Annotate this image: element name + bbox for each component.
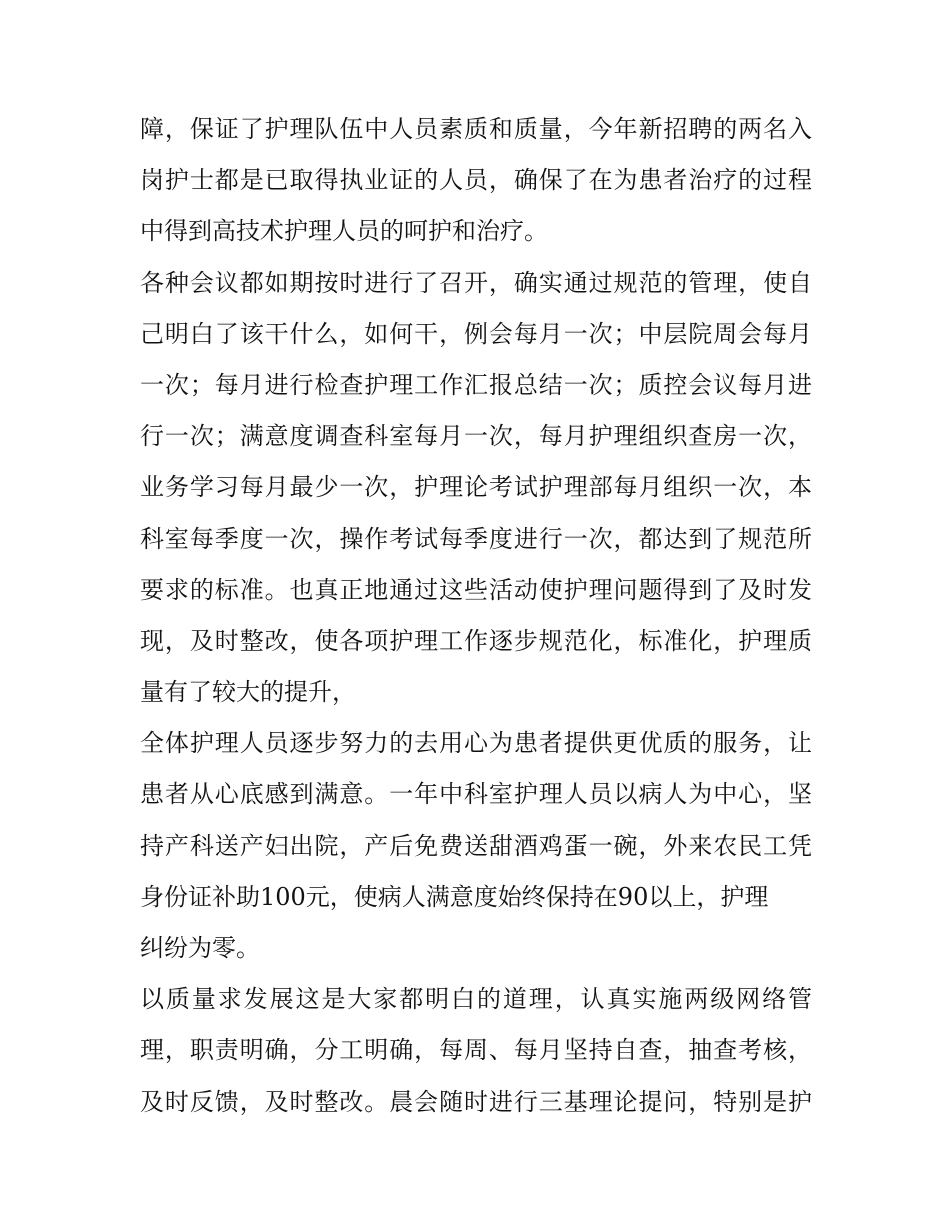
text-line: 一次；每月进行检查护理工作汇报总结一次；质控会议每月进 bbox=[140, 370, 812, 399]
document-body bbox=[140, 104, 812, 1128]
text-line: 各种会议都如期按时进行了召开，确实通过规范的管理，使自 bbox=[140, 268, 812, 297]
paragraph-1 bbox=[140, 104, 812, 258]
text-line: 科室每季度一次，操作考试每季度进行一次，都达到了规范所 bbox=[140, 524, 812, 553]
text-line: 业务学习每月最少一次，护理论考试护理部每月组织一次，本 bbox=[140, 473, 812, 502]
text-line: 理，职责明确，分工明确，每周、每月坚持自查，抽查考核， bbox=[140, 1036, 812, 1065]
text-line: 患者从心底感到满意。一年中科室护理人员以病人为中心，坚 bbox=[140, 780, 812, 809]
text-line: 全体护理人员逐步努力的去用心为患者提供更优质的服务，让 bbox=[140, 729, 812, 758]
text-line: 纠纷为零。 bbox=[140, 934, 260, 962]
text-line: 己明白了该干什么，如何干，例会每月一次；中层院周会每月 bbox=[140, 319, 812, 348]
text-line: 持产科送产妇出院，产后免费送甜酒鸡蛋一碗，外来农民工凭 bbox=[140, 831, 812, 860]
paragraph-2 bbox=[140, 258, 812, 719]
text-line: 身份证补助100元，使病人满意度始终保持在90以上，护理 bbox=[140, 882, 769, 911]
text-line: 以质量求发展这是大家都明白的道理，认真实施两级网络管 bbox=[140, 985, 812, 1014]
text-line: 及时反馈，及时整改。晨会随时进行三基理论提问，特别是护 bbox=[140, 1087, 812, 1116]
text-line: 现，及时整改，使各项护理工作逐步规范化，标准化，护理质 bbox=[140, 626, 812, 655]
paragraph-4 bbox=[140, 974, 812, 1128]
text-line: 量有了较大的提升， bbox=[140, 678, 356, 707]
text-line: 障，保证了护理队伍中人员素质和质量，今年新招聘的两名入 bbox=[140, 115, 812, 143]
text-line: 要求的标准。也真正地通过这些活动使护理问题得到了及时发 bbox=[140, 575, 812, 604]
text-line: 岗护士都是已取得执业证的人员，确保了在为患者治疗的过程 bbox=[140, 166, 812, 195]
text-line: 行一次；满意度调查科室每月一次，每月护理组织查房一次， bbox=[140, 422, 812, 451]
text-line: 中得到高技术护理人员的呵护和治疗。 bbox=[140, 217, 548, 246]
paragraph-3 bbox=[140, 718, 812, 974]
